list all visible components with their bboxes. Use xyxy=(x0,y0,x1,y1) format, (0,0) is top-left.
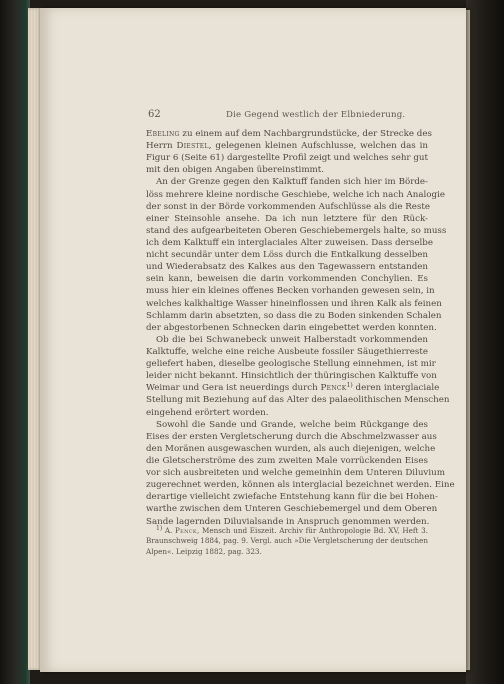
text-line: Kalktuffe, welche eine reiche Ausbeute fossiler Säugethierreste xyxy=(146,346,428,357)
text-line: Ebeling zu einem auf dem Nachbargrundstücke, der Strecke des xyxy=(146,129,432,139)
text-line: zugerechnet werden, können als interglacial bezeichnet werden. Eine xyxy=(146,480,455,491)
book-cover-right xyxy=(466,0,504,684)
text-line: Eises der ersten Vergletscherung durch die Abschmelzwasser aus xyxy=(146,431,437,442)
text-line: den Moränen ausgewaschen wurden, als auch diejenigen, welche xyxy=(146,443,436,454)
text-line: stand des aufgearbeiteten Oberen Geschiebemergels halte, so muss xyxy=(146,225,447,236)
book-cover-left xyxy=(0,0,30,684)
text-line: der sonst in der Börde vorkommenden Aufschlüsse als die Reste xyxy=(146,201,431,212)
footnote-line: Braunschweig 1884, pag. 9. Vergl. auch »Die Vergletscherung der deutschen xyxy=(146,536,428,546)
footnote-marker: 1) xyxy=(346,382,353,390)
text-line: einer Steinsohle ansehe. Da ich nun letztere für den Rück- xyxy=(146,213,428,224)
text-line: der abgestorbenen Schnecken darin eingebettet werden konnten. xyxy=(146,322,437,333)
text-line: eingehend erörtert worden. xyxy=(146,407,269,418)
text-line: muss hier ein kleines offenes Becken vorhanden gewesen sein, in xyxy=(146,286,435,297)
text-line: Herrn Diestel, gelegenen kleinen Aufschlusse, welchen das in xyxy=(146,141,428,152)
text-line: löss mehrere kleine nordische Geschiebe, welche ich nach Analogie xyxy=(146,189,446,200)
page-number: 62 xyxy=(148,109,161,120)
author-name: Penck xyxy=(320,383,347,394)
text-line: derartige vielleicht zwiefache Entstehung kann für die bei Hohen- xyxy=(146,492,438,503)
text-line: Ob die bei Schwanebeck unweit Halberstadt vorkommenden xyxy=(156,334,428,345)
author-name: Diestel xyxy=(176,141,209,152)
text-line: nicht secundär unter dem Löss durch die Entkalkung desselben xyxy=(146,250,428,261)
text-line: Weimar und Gera ist neuerdings durch Penck$^{1)}$ deren interglaciale xyxy=(146,382,440,394)
text-line: vor sich ausbreiteten und welche gemeinhin dem Unteren Diluvium xyxy=(146,468,445,479)
text-line: welches kalkhaltige Wasser hineinflossen und ihren Kalk als feinen xyxy=(146,298,442,309)
text-line: und Wiederabsatz des Kalkes aus den Tagewassern entstanden xyxy=(146,262,428,273)
text-line: Sande lagernden Diluvialsande in Anspruch genommen werden. xyxy=(146,516,430,527)
text-line: An der Grenze gegen den Kalktuff fanden sich hier im Börde- xyxy=(156,177,428,188)
text-line: Schlamm darin absetzten, so dass die zu Boden sinkenden Schalen xyxy=(146,310,442,321)
footnote-line: $^{1)}$ A. Penck, Mensch und Eiszeit. Archiv für Anthropologie Bd. XV, Heft 3. xyxy=(156,525,428,535)
footnote-marker: 1) xyxy=(156,525,163,532)
text-line: leider nicht bekannt. Hinsichtlich der thüringischen Kalktuffe von xyxy=(146,371,437,382)
footnote-line: Alpen«. Leipzig 1882, pag. 323. xyxy=(146,546,262,556)
text-line: Stellung mit Beziehung auf das Alter des palaeolithischen Menschen xyxy=(146,395,450,406)
text-line: mit den obigen Angaben übereinstimmt. xyxy=(146,165,325,176)
page-header xyxy=(148,109,424,123)
running-head: Die Gegend westlich der Elbniederung. xyxy=(226,110,406,120)
text-line: sein kann, beweisen die darin vorkommenden Conchylien. Es xyxy=(146,274,428,285)
author-name: Ebeling xyxy=(146,129,180,139)
text-line: geliefert haben, dieselbe geologische Stellung einnehmen, ist mir xyxy=(146,359,436,370)
text-line: Sowohl die Sande und Grande, welche beim Rückgange des xyxy=(156,419,428,430)
body-text xyxy=(146,128,455,528)
author-name: Penck xyxy=(175,526,197,535)
text-line: ich dem Kalktuff ein interglaciales Alter zuweisen. Dass derselbe xyxy=(146,237,433,248)
text-line: Figur 6 (Seite 61) dargestellte Profil zeigt und welches sehr gut xyxy=(146,153,428,164)
text-line: die Gletscherströme des zum zweiten Male vorrückenden Eises xyxy=(146,455,428,466)
footnote xyxy=(146,526,428,557)
text-line: warthe zwischen dem Unteren Geschiebemergel und dem Oberen xyxy=(146,504,438,515)
